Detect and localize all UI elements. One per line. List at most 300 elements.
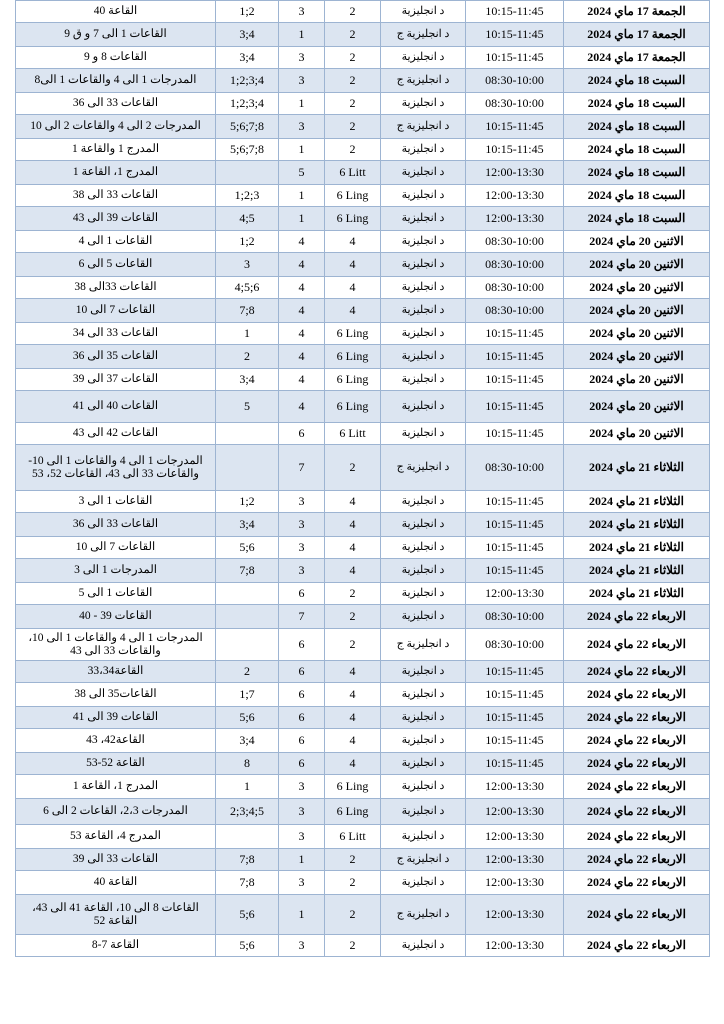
cell-time: 10:15-11:45 [466, 537, 564, 559]
cell-semester: 7 [279, 605, 325, 629]
cell-time: 10:15-11:45 [466, 753, 564, 775]
cell-time: 10:15-11:45 [466, 391, 564, 423]
cell-rooms: القاعات 33 الى 34 [16, 323, 216, 345]
cell-time: 08:30-10:00 [466, 605, 564, 629]
table-row [16, 161, 710, 185]
cell-rooms: المدرج 1، القاعة 1 [16, 775, 216, 799]
cell-groups: 3;4 [216, 513, 279, 537]
cell-level: 2 [325, 445, 381, 491]
cell-date: الجمعة 17 ماي 2024 [564, 47, 710, 69]
cell-date: الثلاثاء 21 ماي 2024 [564, 513, 710, 537]
table-row [16, 707, 710, 729]
cell-subject: د انجليزية [381, 47, 466, 69]
cell-semester: 1 [279, 849, 325, 871]
cell-rooms: القاعات 7 الى 10 [16, 299, 216, 323]
cell-level: 4 [325, 299, 381, 323]
cell-level: 4 [325, 661, 381, 683]
cell-level: 4 [325, 277, 381, 299]
cell-level: 2 [325, 1, 381, 23]
cell-time: 12:00-13:30 [466, 799, 564, 825]
cell-subject: د انجليزية ج [381, 23, 466, 47]
table-row [16, 513, 710, 537]
cell-semester: 3 [279, 871, 325, 895]
cell-level: 4 [325, 683, 381, 707]
cell-time: 10:15-11:45 [466, 559, 564, 583]
cell-rooms: القاعة 52-53 [16, 753, 216, 775]
cell-groups: 1;7 [216, 683, 279, 707]
cell-rooms: القاعة42، 43 [16, 729, 216, 753]
cell-time: 12:00-13:30 [466, 895, 564, 935]
cell-subject: د انجليزية [381, 707, 466, 729]
cell-level: 2 [325, 139, 381, 161]
cell-semester: 6 [279, 683, 325, 707]
cell-groups [216, 825, 279, 849]
cell-date: الثلاثاء 21 ماي 2024 [564, 537, 710, 559]
cell-subject: د انجليزية ج [381, 849, 466, 871]
cell-time: 12:00-13:30 [466, 185, 564, 207]
cell-groups: 4;5 [216, 207, 279, 231]
cell-level: 6 Ling [325, 345, 381, 369]
cell-subject: د انجليزية [381, 93, 466, 115]
cell-rooms: القاعة 40 [16, 1, 216, 23]
table-row [16, 369, 710, 391]
cell-groups: 3;4 [216, 369, 279, 391]
cell-rooms: القاعات 40 الى 41 [16, 391, 216, 423]
table-row [16, 185, 710, 207]
cell-semester: 1 [279, 139, 325, 161]
cell-groups: 1;2 [216, 1, 279, 23]
table-row [16, 537, 710, 559]
table-row [16, 47, 710, 69]
cell-level: 4 [325, 253, 381, 277]
cell-level: 4 [325, 231, 381, 253]
cell-subject: د انجليزية ج [381, 445, 466, 491]
cell-date: الاثنين 20 ماي 2024 [564, 299, 710, 323]
cell-subject: د انجليزية [381, 753, 466, 775]
cell-time: 10:15-11:45 [466, 513, 564, 537]
cell-subject: د انجليزية [381, 491, 466, 513]
cell-semester: 3 [279, 47, 325, 69]
cell-groups: 5;6 [216, 537, 279, 559]
cell-subject: د انجليزية [381, 423, 466, 445]
cell-rooms: القاعات 33 الى 36 [16, 513, 216, 537]
cell-time: 12:00-13:30 [466, 849, 564, 871]
cell-time: 10:15-11:45 [466, 47, 564, 69]
cell-time: 10:15-11:45 [466, 1, 564, 23]
table-row [16, 935, 710, 957]
cell-date: الثلاثاء 21 ماي 2024 [564, 583, 710, 605]
cell-subject: د انجليزية [381, 559, 466, 583]
table-row [16, 629, 710, 661]
cell-time: 10:15-11:45 [466, 323, 564, 345]
table-row [16, 825, 710, 849]
cell-subject: د انجليزية [381, 185, 466, 207]
cell-rooms: المدرج 1، القاعة 1 [16, 161, 216, 185]
table-row [16, 775, 710, 799]
cell-date: الاربعاء 22 ماي 2024 [564, 775, 710, 799]
cell-groups [216, 423, 279, 445]
cell-groups [216, 445, 279, 491]
cell-subject: د انجليزية [381, 345, 466, 369]
cell-level: 2 [325, 849, 381, 871]
cell-rooms: المدرجات 1 الى 3 [16, 559, 216, 583]
table-row [16, 253, 710, 277]
cell-time: 12:00-13:30 [466, 935, 564, 957]
cell-time: 10:15-11:45 [466, 683, 564, 707]
cell-groups: 5 [216, 391, 279, 423]
cell-date: الاثنين 20 ماي 2024 [564, 423, 710, 445]
table-row [16, 231, 710, 253]
cell-subject: د انجليزية [381, 231, 466, 253]
cell-level: 2 [325, 605, 381, 629]
cell-date: الثلاثاء 21 ماي 2024 [564, 559, 710, 583]
cell-groups: 1;2;3 [216, 185, 279, 207]
cell-date: الاربعاء 22 ماي 2024 [564, 753, 710, 775]
cell-level: 2 [325, 69, 381, 93]
cell-rooms: القاعات35 الى 38 [16, 683, 216, 707]
cell-subject: د انجليزية [381, 583, 466, 605]
cell-date: الاثنين 20 ماي 2024 [564, 369, 710, 391]
cell-rooms: القاعات 1 الى 5 [16, 583, 216, 605]
table-row [16, 323, 710, 345]
cell-level: 6 Ling [325, 185, 381, 207]
cell-time: 08:30-10:00 [466, 299, 564, 323]
cell-groups: 1;2 [216, 491, 279, 513]
cell-subject: د انجليزية ج [381, 115, 466, 139]
cell-date: الاثنين 20 ماي 2024 [564, 231, 710, 253]
cell-date: السبت 18 ماي 2024 [564, 139, 710, 161]
cell-level: 4 [325, 513, 381, 537]
cell-semester: 4 [279, 299, 325, 323]
cell-subject: د انجليزية [381, 299, 466, 323]
cell-semester: 3 [279, 115, 325, 139]
cell-rooms: القاعات 33الى 38 [16, 277, 216, 299]
table-row [16, 423, 710, 445]
cell-level: 6 Ling [325, 775, 381, 799]
cell-rooms: القاعات 8 الى 10، القاعة 41 الى 43، القاعة 52 [16, 895, 216, 935]
cell-groups: 7;8 [216, 871, 279, 895]
cell-level: 6 Litt [325, 423, 381, 445]
cell-semester: 3 [279, 799, 325, 825]
cell-date: السبت 18 ماي 2024 [564, 207, 710, 231]
cell-subject: د انجليزية [381, 323, 466, 345]
table-row [16, 445, 710, 491]
cell-date: الاربعاء 22 ماي 2024 [564, 683, 710, 707]
schedule-body [16, 1, 710, 957]
cell-semester: 3 [279, 935, 325, 957]
cell-time: 12:00-13:30 [466, 207, 564, 231]
cell-semester: 4 [279, 345, 325, 369]
cell-subject: د انجليزية [381, 207, 466, 231]
cell-date: الثلاثاء 21 ماي 2024 [564, 445, 710, 491]
cell-semester: 1 [279, 895, 325, 935]
cell-semester: 3 [279, 775, 325, 799]
cell-date: الجمعة 17 ماي 2024 [564, 23, 710, 47]
cell-groups: 2 [216, 661, 279, 683]
cell-level: 2 [325, 935, 381, 957]
cell-semester: 3 [279, 69, 325, 93]
cell-time: 10:15-11:45 [466, 661, 564, 683]
cell-subject: د انجليزية ج [381, 895, 466, 935]
cell-semester: 3 [279, 825, 325, 849]
cell-groups: 7;8 [216, 299, 279, 323]
cell-semester: 5 [279, 161, 325, 185]
cell-time: 12:00-13:30 [466, 825, 564, 849]
cell-time: 10:15-11:45 [466, 729, 564, 753]
cell-date: الاربعاء 22 ماي 2024 [564, 729, 710, 753]
cell-groups: 4;5;6 [216, 277, 279, 299]
cell-semester: 3 [279, 491, 325, 513]
cell-level: 2 [325, 93, 381, 115]
cell-level: 4 [325, 729, 381, 753]
cell-date: الثلاثاء 21 ماي 2024 [564, 491, 710, 513]
cell-level: 6 Ling [325, 799, 381, 825]
cell-subject: د انجليزية [381, 825, 466, 849]
cell-semester: 4 [279, 253, 325, 277]
table-row [16, 115, 710, 139]
cell-time: 10:15-11:45 [466, 707, 564, 729]
cell-rooms: القاعات 1 الى 3 [16, 491, 216, 513]
cell-date: الاثنين 20 ماي 2024 [564, 391, 710, 423]
cell-time: 12:00-13:30 [466, 161, 564, 185]
cell-semester: 6 [279, 707, 325, 729]
cell-semester: 6 [279, 753, 325, 775]
cell-groups: 3;4 [216, 47, 279, 69]
cell-groups: 2;3;4;5 [216, 799, 279, 825]
table-row [16, 277, 710, 299]
cell-groups: 1;2 [216, 231, 279, 253]
cell-level: 6 Litt [325, 161, 381, 185]
cell-semester: 3 [279, 559, 325, 583]
cell-groups: 5;6 [216, 935, 279, 957]
cell-semester: 6 [279, 661, 325, 683]
cell-subject: د انجليزية [381, 537, 466, 559]
cell-level: 6 Litt [325, 825, 381, 849]
cell-subject: د انجليزية [381, 139, 466, 161]
cell-semester: 4 [279, 369, 325, 391]
cell-semester: 6 [279, 629, 325, 661]
cell-subject: د انجليزية [381, 513, 466, 537]
cell-level: 2 [325, 115, 381, 139]
cell-level: 4 [325, 491, 381, 513]
cell-time: 10:15-11:45 [466, 115, 564, 139]
cell-date: الاربعاء 22 ماي 2024 [564, 605, 710, 629]
cell-subject: د انجليزية ج [381, 629, 466, 661]
table-row [16, 139, 710, 161]
cell-rooms: القاعات 42 الى 43 [16, 423, 216, 445]
exam-schedule-table [15, 0, 710, 957]
cell-time: 08:30-10:00 [466, 445, 564, 491]
cell-groups: 1;2;3;4 [216, 69, 279, 93]
cell-date: السبت 18 ماي 2024 [564, 115, 710, 139]
table-row [16, 69, 710, 93]
cell-level: 2 [325, 47, 381, 69]
cell-time: 10:15-11:45 [466, 23, 564, 47]
cell-date: السبت 18 ماي 2024 [564, 69, 710, 93]
cell-date: الاربعاء 22 ماي 2024 [564, 825, 710, 849]
cell-level: 4 [325, 559, 381, 583]
cell-rooms: القاعة 7-8 [16, 935, 216, 957]
cell-semester: 3 [279, 513, 325, 537]
cell-date: الاربعاء 22 ماي 2024 [564, 935, 710, 957]
cell-date: الاربعاء 22 ماي 2024 [564, 707, 710, 729]
table-row [16, 799, 710, 825]
cell-date: الاربعاء 22 ماي 2024 [564, 629, 710, 661]
table-row [16, 391, 710, 423]
cell-date: الاربعاء 22 ماي 2024 [564, 871, 710, 895]
cell-time: 12:00-13:30 [466, 775, 564, 799]
cell-time: 08:30-10:00 [466, 629, 564, 661]
cell-subject: د انجليزية [381, 729, 466, 753]
cell-level: 2 [325, 629, 381, 661]
cell-rooms: القاعات 37 الى 39 [16, 369, 216, 391]
cell-date: الاربعاء 22 ماي 2024 [564, 799, 710, 825]
table-row [16, 1, 710, 23]
cell-rooms: المدرج 4، القاعة 53 [16, 825, 216, 849]
cell-rooms: المدرجات 1 الى 4 والقاعات 1 الى8 [16, 69, 216, 93]
cell-rooms: المدرجات 1 الى 4 والقاعات 1 الى 10، والقاعات 33 الى 43 [16, 629, 216, 661]
cell-groups: 7;8 [216, 849, 279, 871]
cell-semester: 3 [279, 537, 325, 559]
cell-subject: د انجليزية [381, 391, 466, 423]
table-row [16, 559, 710, 583]
cell-groups: 5;6 [216, 895, 279, 935]
cell-rooms: القاعات 39 الى 41 [16, 707, 216, 729]
cell-level: 2 [325, 871, 381, 895]
cell-rooms: المدرجات 1 الى 4 والقاعات 1 الى 10- والقاعات 33 الى 43، القاعات 52، 53 [16, 445, 216, 491]
cell-rooms: القاعات 7 الى 10 [16, 537, 216, 559]
table-row [16, 93, 710, 115]
cell-level: 6 Ling [325, 207, 381, 231]
cell-groups: 1;2;3;4 [216, 93, 279, 115]
cell-rooms: المدرجات 2،3، القاعات 2 الى 6 [16, 799, 216, 825]
cell-subject: د انجليزية [381, 161, 466, 185]
table-row [16, 583, 710, 605]
cell-date: الاربعاء 22 ماي 2024 [564, 895, 710, 935]
cell-time: 12:00-13:30 [466, 583, 564, 605]
table-row [16, 871, 710, 895]
cell-groups: 3 [216, 253, 279, 277]
table-row [16, 299, 710, 323]
cell-subject: د انجليزية [381, 683, 466, 707]
cell-time: 10:15-11:45 [466, 491, 564, 513]
table-row [16, 729, 710, 753]
cell-date: الاثنين 20 ماي 2024 [564, 253, 710, 277]
cell-level: 4 [325, 537, 381, 559]
cell-time: 08:30-10:00 [466, 231, 564, 253]
cell-semester: 1 [279, 185, 325, 207]
cell-subject: د انجليزية [381, 935, 466, 957]
cell-date: الاثنين 20 ماي 2024 [564, 345, 710, 369]
cell-rooms: القاعات 1 الى 7 و ق 9 [16, 23, 216, 47]
cell-rooms: المدرج 1 والقاعة 1 [16, 139, 216, 161]
cell-semester: 6 [279, 423, 325, 445]
cell-level: 2 [325, 895, 381, 935]
cell-semester: 6 [279, 583, 325, 605]
cell-level: 2 [325, 23, 381, 47]
cell-time: 10:15-11:45 [466, 139, 564, 161]
cell-date: السبت 18 ماي 2024 [564, 185, 710, 207]
cell-level: 4 [325, 707, 381, 729]
cell-groups: 5;6;7;8 [216, 139, 279, 161]
cell-subject: د انجليزية [381, 871, 466, 895]
cell-groups [216, 605, 279, 629]
cell-semester: 7 [279, 445, 325, 491]
cell-time: 12:00-13:30 [466, 871, 564, 895]
table-row [16, 23, 710, 47]
cell-semester: 3 [279, 1, 325, 23]
cell-subject: د انجليزية [381, 661, 466, 683]
cell-date: السبت 18 ماي 2024 [564, 161, 710, 185]
cell-semester: 4 [279, 231, 325, 253]
cell-semester: 1 [279, 93, 325, 115]
cell-time: 08:30-10:00 [466, 253, 564, 277]
cell-date: الاربعاء 22 ماي 2024 [564, 661, 710, 683]
cell-time: 10:15-11:45 [466, 423, 564, 445]
cell-time: 08:30-10:00 [466, 69, 564, 93]
cell-semester: 1 [279, 207, 325, 231]
cell-subject: د انجليزية [381, 369, 466, 391]
table-row [16, 207, 710, 231]
cell-subject: د انجليزية [381, 775, 466, 799]
cell-subject: د انجليزية [381, 799, 466, 825]
cell-groups: 3;4 [216, 23, 279, 47]
cell-groups [216, 583, 279, 605]
table-row [16, 849, 710, 871]
cell-groups [216, 629, 279, 661]
cell-rooms: القاعات 8 و 9 [16, 47, 216, 69]
cell-rooms: القاعات 39 - 40 [16, 605, 216, 629]
table-row [16, 605, 710, 629]
cell-time: 08:30-10:00 [466, 93, 564, 115]
cell-rooms: القاعات 35 الى 36 [16, 345, 216, 369]
cell-rooms: القاعة 40 [16, 871, 216, 895]
cell-time: 08:30-10:00 [466, 277, 564, 299]
cell-level: 6 Ling [325, 323, 381, 345]
cell-rooms: القاعات 5 الى 6 [16, 253, 216, 277]
cell-semester: 4 [279, 391, 325, 423]
cell-level: 6 Ling [325, 391, 381, 423]
cell-rooms: القاعات 33 الى 36 [16, 93, 216, 115]
cell-groups: 5;6;7;8 [216, 115, 279, 139]
cell-subject: د انجليزية [381, 277, 466, 299]
cell-rooms: القاعات 1 الى 4 [16, 231, 216, 253]
cell-date: الاثنين 20 ماي 2024 [564, 323, 710, 345]
cell-groups: 7;8 [216, 559, 279, 583]
cell-rooms: القاعات 33 الى 38 [16, 185, 216, 207]
cell-time: 10:15-11:45 [466, 345, 564, 369]
cell-subject: د انجليزية ج [381, 69, 466, 93]
table-row [16, 683, 710, 707]
cell-date: الجمعة 17 ماي 2024 [564, 1, 710, 23]
cell-groups: 1 [216, 323, 279, 345]
cell-groups: 8 [216, 753, 279, 775]
cell-groups: 2 [216, 345, 279, 369]
cell-level: 4 [325, 753, 381, 775]
cell-rooms: المدرجات 2 الى 4 والقاعات 2 الى 10 [16, 115, 216, 139]
cell-rooms: القاعات 39 الى 43 [16, 207, 216, 231]
cell-level: 6 Ling [325, 369, 381, 391]
cell-groups: 3;4 [216, 729, 279, 753]
table-row [16, 661, 710, 683]
cell-rooms: القاعات 33 الى 39 [16, 849, 216, 871]
table-row [16, 895, 710, 935]
cell-rooms: القاعة33،34 [16, 661, 216, 683]
cell-subject: د انجليزية [381, 253, 466, 277]
cell-groups: 1 [216, 775, 279, 799]
table-row [16, 345, 710, 369]
cell-semester: 6 [279, 729, 325, 753]
